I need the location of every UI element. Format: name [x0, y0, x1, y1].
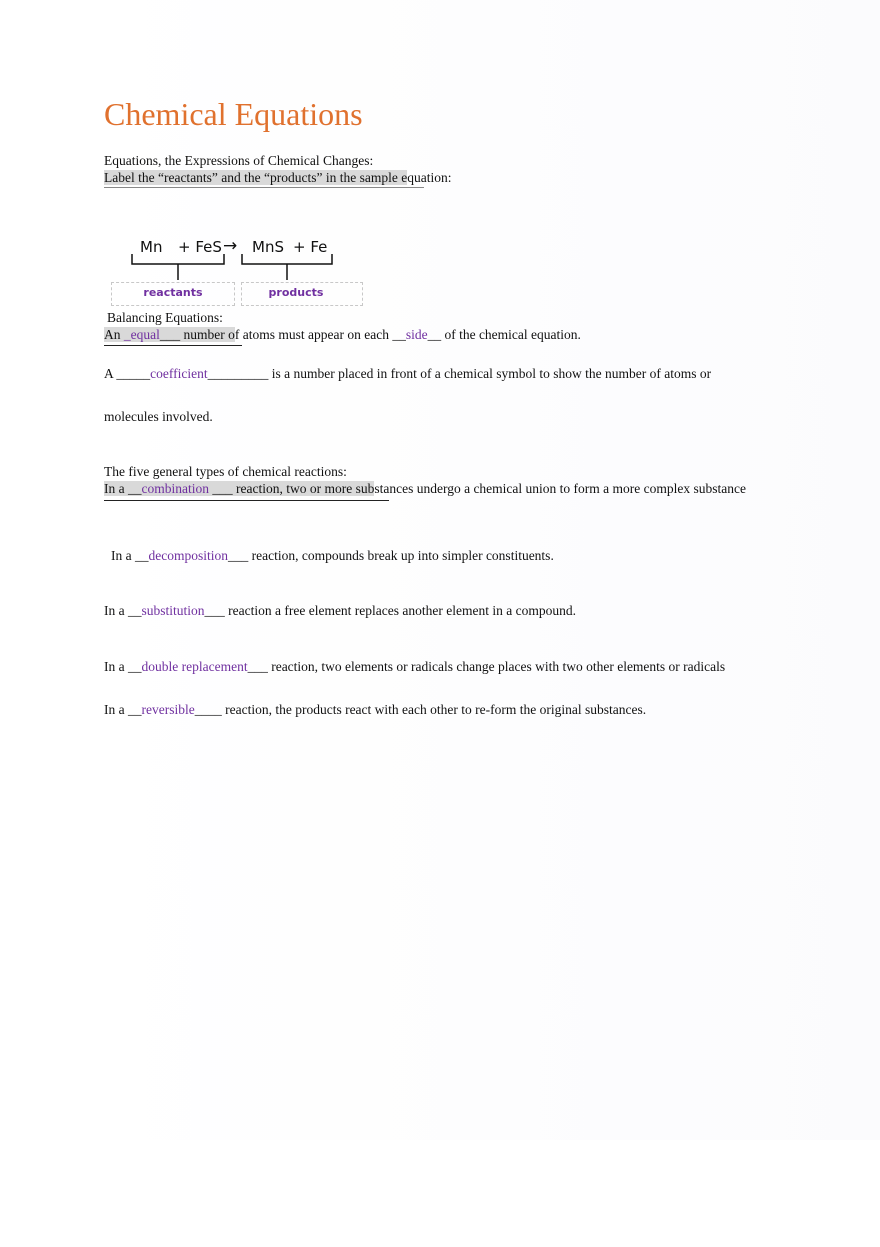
- highlight-segment: [104, 481, 374, 496]
- balancing-underline: [104, 345, 242, 346]
- section-heading-balancing: Balancing Equations:: [107, 310, 223, 325]
- coefficient-line-continued: molecules involved.: [104, 409, 213, 424]
- page-title: Chemical Equations: [104, 96, 363, 132]
- section-heading-equations: Equations, the Expressions of Chemical Changes:: [104, 153, 374, 168]
- text-segment: In a __: [104, 702, 142, 717]
- equation-fe: + Fe: [293, 238, 328, 256]
- equation-mn: Mn: [140, 238, 163, 256]
- highlighted-instruction: Label the “reactants” and the “products” in the sample e: [104, 170, 408, 185]
- substitution-line: [104, 603, 576, 619]
- reactants-brace-icon: [132, 254, 224, 280]
- text-segment: ____ reaction, the products react with each other to re-form the original substances.: [194, 702, 647, 717]
- text-segment: In a __: [104, 603, 142, 618]
- text-segment: _: [123, 327, 131, 342]
- text-segment: In a __: [111, 548, 149, 563]
- products-label: products: [268, 286, 324, 299]
- text-segment: stances undergo a chemical union to form a more complex substance: [374, 481, 746, 496]
- section-heading-types: The five general types of chemical reactions:: [104, 464, 347, 479]
- products-brace-icon: [242, 254, 332, 280]
- text-segment: ___ reaction a free element replaces another element in a compound.: [204, 603, 576, 618]
- balancing-line-1: [104, 327, 581, 343]
- arrow-icon: →: [223, 236, 238, 256]
- text-segment: In a __: [104, 481, 142, 496]
- answer-combination: combination: [141, 481, 209, 496]
- text-segment: ___ reaction, compounds break up into simpler constituents.: [228, 548, 554, 563]
- text-segment: An: [104, 327, 124, 342]
- highlight-segment: [104, 327, 235, 342]
- reactants-label: reactants: [143, 286, 203, 299]
- text-segment: In a __: [104, 659, 142, 674]
- answer-double-replacement: double replacement: [141, 659, 248, 674]
- text-segment: ___ number o: [159, 327, 235, 342]
- text-segment: __ of the chemical equation.: [427, 327, 581, 342]
- reversible-line: [104, 702, 646, 718]
- answer-coefficient: coefficient: [150, 366, 208, 381]
- text-segment: ___ reaction, two elements or radicals change places with two other elements or radicals: [247, 659, 726, 674]
- combination-line: [104, 481, 746, 497]
- text-segment: _________ is a number placed in front of a chemical symbol to show the number of atoms or: [207, 366, 712, 381]
- answer-substitution: substitution: [141, 603, 205, 618]
- double-replacement-line: [104, 659, 725, 675]
- equation-fes: + FeS: [178, 238, 222, 256]
- instruction-label: [104, 170, 452, 186]
- text-segment: A _____: [104, 366, 151, 381]
- instruction-underline: [104, 187, 424, 188]
- answer-reversible: reversible: [141, 702, 195, 717]
- equation-mns: MnS: [252, 238, 284, 256]
- text-segment: f atoms must appear on each __: [234, 327, 406, 342]
- decomposition-line: [111, 548, 554, 564]
- text-segment: ___ reaction, two or more sub: [209, 481, 375, 496]
- answer-side: side: [405, 327, 428, 342]
- answer-decomposition: decomposition: [148, 548, 228, 563]
- answer-equal: equal: [130, 327, 160, 342]
- grouping-braces: [128, 252, 340, 284]
- coefficient-line: [104, 366, 711, 382]
- instruction-tail: quation:: [407, 170, 452, 185]
- combination-underline: [104, 500, 389, 501]
